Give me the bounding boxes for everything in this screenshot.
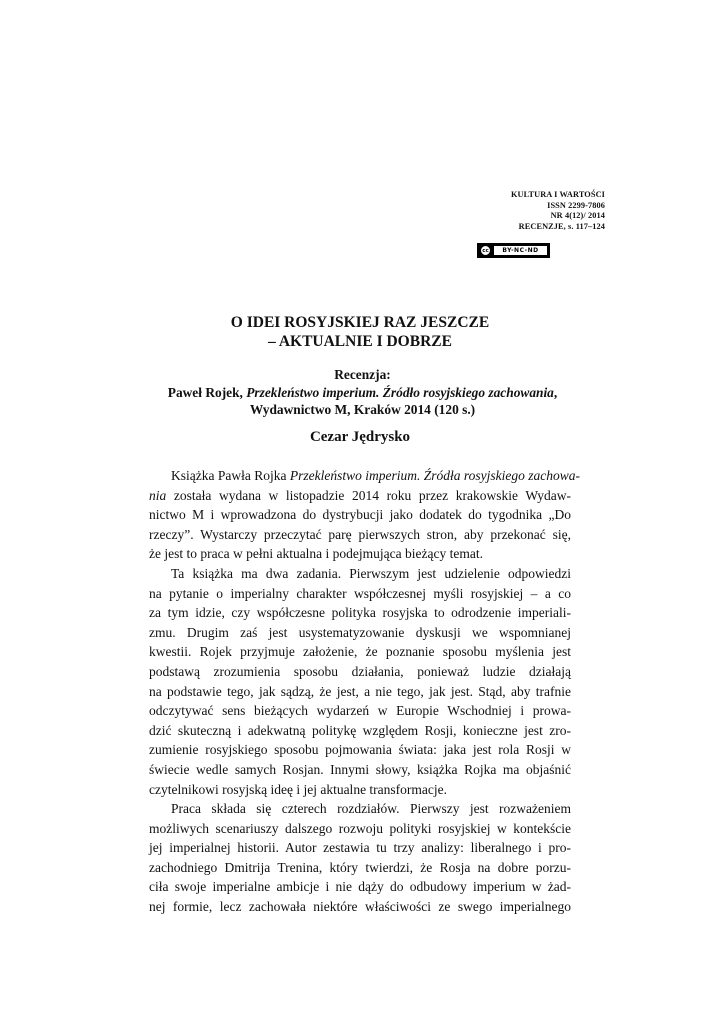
text-segment: została wydana w listopadzie 2014 roku przez krakowskie Wydaw- <box>166 487 571 503</box>
article-title <box>170 313 550 351</box>
review-header <box>140 366 585 419</box>
text-segment: czytelnikowi rosyjską ideę i jej aktualne transformacje. <box>149 781 448 797</box>
text-segment: ciła swoje imperialne ambicje i nie dąży do odbudowy imperium w żad- <box>149 879 571 895</box>
italic-text: Przekleństwo imperium. Źródła rosyjskiego zachowa- <box>289 468 580 483</box>
body-line <box>149 544 571 564</box>
text-segment: dzić skuteczną i adekwatną politykę względem Rosji, konieczne jest zro- <box>149 722 571 738</box>
body-line <box>149 760 571 780</box>
book-author: Paweł Rojek, <box>167 384 247 400</box>
text-segment: Praca składa się czterech rozdziałów. Pierwszy jest rozważeniem <box>171 801 571 817</box>
body-line <box>149 721 571 741</box>
reviewed-book <box>140 384 585 402</box>
creative-commons-icon: cc <box>480 245 491 256</box>
body-line <box>149 819 571 839</box>
text-segment: za tym idzie, czy współczesne polityka rosyjska to odrodzenie imperiali- <box>149 605 571 621</box>
text-segment: odczytywać sens bieżących wydarzeń w Europie Wschodniej i prowa- <box>149 703 571 719</box>
license-text: BY-NC-ND <box>494 246 547 255</box>
body-line <box>149 603 571 623</box>
body-line <box>149 838 571 858</box>
text-segment: podstawą zrozumienia sposobu działania, ponieważ ludzie działają <box>149 663 571 679</box>
body-line <box>149 564 571 584</box>
book-title-suffix: , <box>553 384 558 400</box>
cc-license-badge[interactable] <box>477 243 550 258</box>
journal-issn: ISSN 2299-7806 <box>547 200 605 210</box>
title-line-1: O IDEI ROSYJSKIEJ RAZ JESZCZE <box>230 314 490 331</box>
text-segment: Ta książka ma dwa zadania. Pierwszym jest udzielenie odpowiedzi <box>171 565 571 581</box>
text-segment: rzeczy”. Wystarczy przeczytać parę pierwszych stron, aby przekonać się, <box>149 526 571 542</box>
body-line <box>149 799 571 819</box>
body-line <box>149 701 571 721</box>
book-publisher: Wydawnictwo M, Kraków 2014 (120 s.) <box>249 402 476 417</box>
article-body <box>149 466 580 917</box>
text-segment: zachodniego Dmitrija Trenina, który twierdzi, że Rosja na dobre porzu- <box>149 859 571 875</box>
text-segment: nictwo M i wprowadzona do dystrybucji jako dodatek do tygodnika „Do <box>149 507 571 523</box>
body-line <box>149 505 571 525</box>
text-segment: Książka Pawła Rojka <box>171 468 290 483</box>
journal-issue: NR 4(12)/ 2014 <box>550 211 605 221</box>
title-line-2: – AKTUALNIE I DOBRZE <box>268 333 452 350</box>
journal-name: KULTURA I WARTOŚCI <box>510 190 605 199</box>
text-segment: że jest to praca w pełni aktualna i podejmująca bieżący temat. <box>149 546 483 562</box>
journal-info <box>330 190 605 232</box>
body-line <box>149 486 571 506</box>
body-line <box>149 466 580 486</box>
body-line <box>149 584 571 604</box>
body-line <box>149 682 571 702</box>
text-segment: możliwych scenariuszy dalszego rozwoju polityki rosyjskiej w kontekście <box>149 820 571 836</box>
text-segment: na podstawie tego, jak sądzą, że jest, a nie tego, jak jest. Stąd, aby trafnie <box>149 683 571 699</box>
body-line <box>149 623 571 643</box>
journal-section: RECENZJE, s. 117–124 <box>518 221 605 231</box>
book-title: Przekleństwo imperium. Źródło rosyjskiego zachowania <box>246 384 554 400</box>
body-line <box>149 740 571 760</box>
italic-text: nia <box>149 487 167 503</box>
body-line <box>149 780 571 800</box>
text-segment: zumienie rosyjskiego sposobu pojmowania świata: jaka jest rola Rosji w <box>149 742 571 758</box>
text-segment: zmu. Drugim zaś jest usystematyzowanie dyskusji we wspomnianej <box>149 624 571 640</box>
text-segment: nej formie, lecz zachowała niektóre właściwości ze swego imperialnego <box>149 899 571 915</box>
body-line <box>149 525 571 545</box>
body-line <box>149 662 571 682</box>
text-segment: kwestii. Rojek przyjmuje założenie, że poznanie sposobu myślenia jest <box>149 644 571 660</box>
body-line <box>149 642 571 662</box>
text-segment: jej imperialnej historii. Autor zestawia tu trzy analizy: liberalnego i pro- <box>149 840 571 856</box>
text-segment: na pytanie o imperialny charakter współczesnej myśli rosyjskiej – a co <box>149 585 571 601</box>
body-line <box>149 877 571 897</box>
review-author: Cezar Jędrysko <box>309 429 411 445</box>
text-segment: świecie wedle samych Rosjan. Innymi słowy, książka Rojka ma objaśnić <box>149 761 571 777</box>
body-line <box>149 897 571 917</box>
body-line <box>149 858 571 878</box>
review-label: Recenzja: <box>334 367 391 382</box>
